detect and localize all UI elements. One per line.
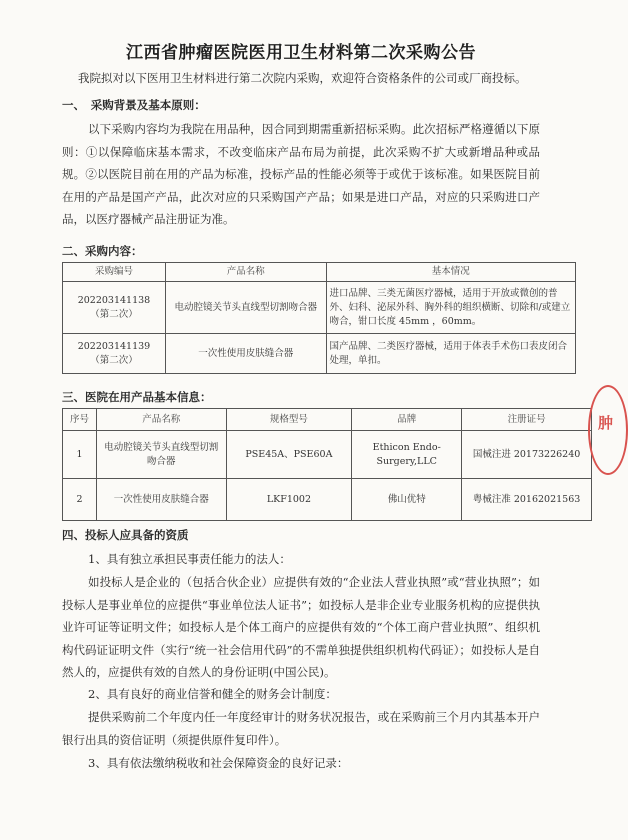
- section2-heading: 二、采购内容：: [62, 244, 143, 258]
- qualification-item-1: 1、具有独立承担民事责任能力的法人：: [88, 552, 291, 566]
- procurement-round: （第二次）: [90, 354, 138, 366]
- table-header-row: [63, 263, 576, 282]
- page-title: 江西省肿瘤医院医用卫生材料第二次采购公告: [126, 43, 476, 63]
- spec-cell: PSE45A、PSE60A: [226, 431, 352, 479]
- registration-cell: 粤械注准 20162021563: [462, 479, 592, 521]
- header-cell: 基本情况: [326, 263, 575, 282]
- qualification-item-2-body: 提供采购前二个年度内任一年度经审计的财务状况报告，或在采购前三个月内其基本开户银行出具的资信证明（须提供原件复印件）。: [62, 710, 540, 747]
- product-name-cell: 一次性使用皮肤缝合器: [165, 334, 326, 374]
- header-cell: 序号: [63, 409, 97, 431]
- product-name-cell: 一次性使用皮肤缝合器: [96, 479, 226, 521]
- row-number: 2: [63, 479, 97, 521]
- procurement-round: （第二次）: [90, 308, 138, 320]
- qualification-item-3: 3、具有依法缴纳税收和社会保障资金的良好记录：: [88, 756, 349, 770]
- header-cell: 规格型号: [226, 409, 352, 431]
- product-name-cell: 电动腔镜关节头直线型切割吻合器: [165, 282, 326, 334]
- brand-cell: Ethicon Endo-Surgery,LLC: [352, 431, 462, 479]
- row-number: 1: [63, 431, 97, 479]
- spec-cell: LKF1002: [226, 479, 352, 521]
- section1-heading: 一、 采购背景及基本原则：: [62, 98, 206, 112]
- header-cell: 产品名称: [96, 409, 226, 431]
- registration-cell: 国械注进 20173226240: [462, 431, 592, 479]
- description-cell: 进口品牌、三类无菌医疗器械，适用于开放或微创的普外、妇科、泌尿外科、胸外科的组织横断、切除和/或建立吻合，钳口长度 45mm ，60mm。: [326, 282, 575, 334]
- qualification-item-2: 2、具有良好的商业信誉和健全的财务会计制度：: [88, 687, 337, 701]
- header-cell: 产品名称: [165, 263, 326, 282]
- section4-heading: 四、投标人应具备的资质: [62, 528, 189, 542]
- table-row: [63, 282, 576, 334]
- table-row: [63, 334, 576, 374]
- intro-text: 我院拟对以下医用卫生材料进行第二次院内采购，欢迎符合资格条件的公司或厂商投标。: [78, 71, 527, 85]
- header-cell: 品牌: [352, 409, 462, 431]
- table-row: [63, 479, 592, 521]
- section1-body: 以下采购内容均为我院在用品种，因合同到期需重新招标采购。此次招标严格遵循以下原则：①以保障临床基本需求，不改变临床产品布局为前提，此次采购不扩大或新增品种或品规。②以医院目前在用的产品为标准，投标产品的性能必须等于或优于该标准。如果医院目前在用的产品是国产产品，此次对应的只采购国产产品；如果是进口产品，对应的只采购进口产品，以医疗器械产品注册证为准。: [62, 122, 540, 226]
- code-cell: [63, 282, 166, 334]
- description-cell: 国产品牌、二类医疗器械，适用于体表手术伤口表皮闭合处理，单扣。: [326, 334, 575, 374]
- code-cell: [63, 334, 166, 374]
- brand-cell: 佛山优特: [352, 479, 462, 521]
- header-cell: 采购编号: [63, 263, 166, 282]
- product-info-table: [62, 408, 592, 521]
- header-cell: 注册证号: [462, 409, 592, 431]
- table-header-row: [63, 409, 592, 431]
- procurement-table: [62, 262, 576, 374]
- product-name-cell: 电动腔镜关节头直线型切割吻合器: [96, 431, 226, 479]
- procurement-code: 202203141138: [77, 294, 151, 306]
- section3-heading: 三、医院在用产品基本信息：: [62, 390, 212, 404]
- qualification-item-1-body: 如投标人是企业的（包括合伙企业）应提供有效的“企业法人营业执照”或“营业执照”；如投标人是事业单位的应提供“事业单位法人证书”；如投标人是非企业专业服务机构的应提供执业许可证等证明文件；如投标人是个体工商户的应提供有效的“个体工商户营业执照”、组织机构代码证证明文件（实行“统一社会信用代码”的不需单独提供组织机构代码证）；如投标人是自然人的，应提供有效的自然人的身份证明(中国公民)。: [62, 575, 540, 679]
- procurement-code: 202203141139: [77, 340, 151, 352]
- seal-stamp: 肿: [588, 385, 628, 475]
- table-row: [63, 431, 592, 479]
